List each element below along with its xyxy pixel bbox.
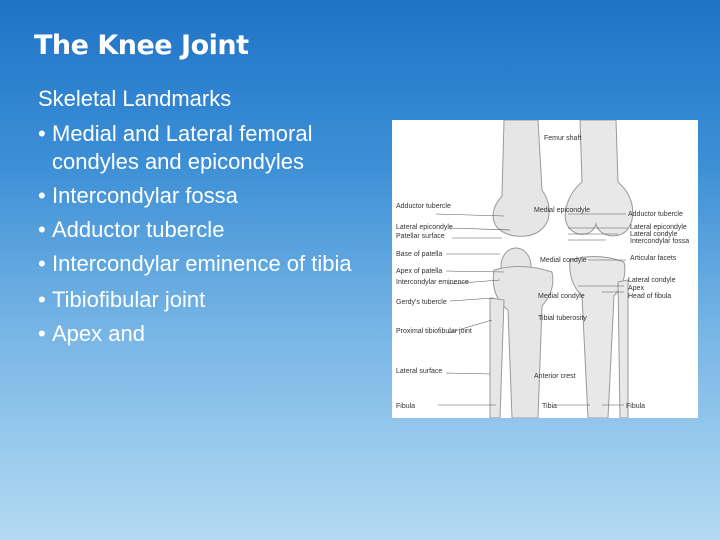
bullet-text: Adductor tubercle [52,217,225,242]
bullet-text: Tibiofibular joint [52,287,206,312]
bullet-item [38,320,388,348]
label-femur-shaft: Femur shaft [544,135,582,142]
knee-anatomy-illustration [392,120,698,418]
bullet-icon: • [38,251,46,276]
knee-anatomy-figure [392,120,698,418]
label-tibial-tuberosity: Tibial tuberosity [538,315,587,322]
slide-title: The Knee Joint [34,30,249,61]
label-fibula-right: Fibula [626,403,646,410]
bullet-text: Intercondylar eminence of tibia [52,251,352,276]
label-tibia: Tibia [542,403,557,410]
bullet-list [38,120,388,348]
bullet-text: Apex and [52,321,145,346]
label-intercondylar-fossa: Intercondylar fossa [630,238,690,245]
label-medial-condyle-upper: Medial condyle [540,257,587,264]
label-base-of-patella: Base of patella [396,251,443,258]
label-lateral-condyle: Lateral condyle [630,231,678,238]
bullet-icon: • [38,287,46,312]
label-proximal-tibiofibular-joint: Proximal tibiofibular joint [396,328,472,335]
left-femur-shape [493,120,549,236]
bullet-text: Medial and Lateral femoral condyles and epicondyles [52,121,313,174]
label-lateral-epicondyle-left: Lateral epicondyle [396,224,453,231]
label-intercondylar-eminence: Intercondylar eminence [396,279,469,286]
bullet-item [38,120,388,176]
bullet-item [38,216,388,244]
label-apex-of-patella: Apex of patella [396,268,443,275]
bullet-item [38,182,388,210]
bullet-icon: • [38,321,46,346]
bullet-item [38,250,388,278]
label-fibula-left: Fibula [396,403,416,410]
label-lateral-surface: Lateral surface [396,368,443,375]
bullet-icon: • [38,121,46,146]
label-articular-facets: Articular facets [630,255,677,262]
label-anterior-crest: Anterior crest [534,373,576,380]
slide-content [38,84,388,348]
bullet-item [38,286,388,314]
right-fibula-shape [618,280,628,418]
label-lateral-condyle-right: Lateral condyle [628,277,676,284]
bullet-text: Intercondylar fossa [52,183,238,208]
label-medial-condyle-lower: Medial condyle [538,293,585,300]
label-patellar-surface: Patellar surface [396,233,445,240]
slide-subtitle: Skeletal Landmarks [38,86,232,111]
label-adductor-tubercle-left: Adductor tubercle [396,203,451,210]
right-tibia-shape [570,256,625,418]
label-apex: Apex [628,285,644,292]
bullet-icon: • [38,183,46,208]
label-head-of-fibula: Head of fibula [628,293,672,300]
label-medial-epicondyle: Medial epicondyle [534,207,591,214]
left-fibula-shape [490,298,504,418]
label-adductor-tubercle-right: Adductor tubercle [628,211,683,218]
bullet-icon: • [38,217,46,242]
label-lateral-epicondyle-right: Lateral epicondyle [630,224,687,231]
label-gerdys-tubercle: Gerdy's tubercle [396,299,447,306]
